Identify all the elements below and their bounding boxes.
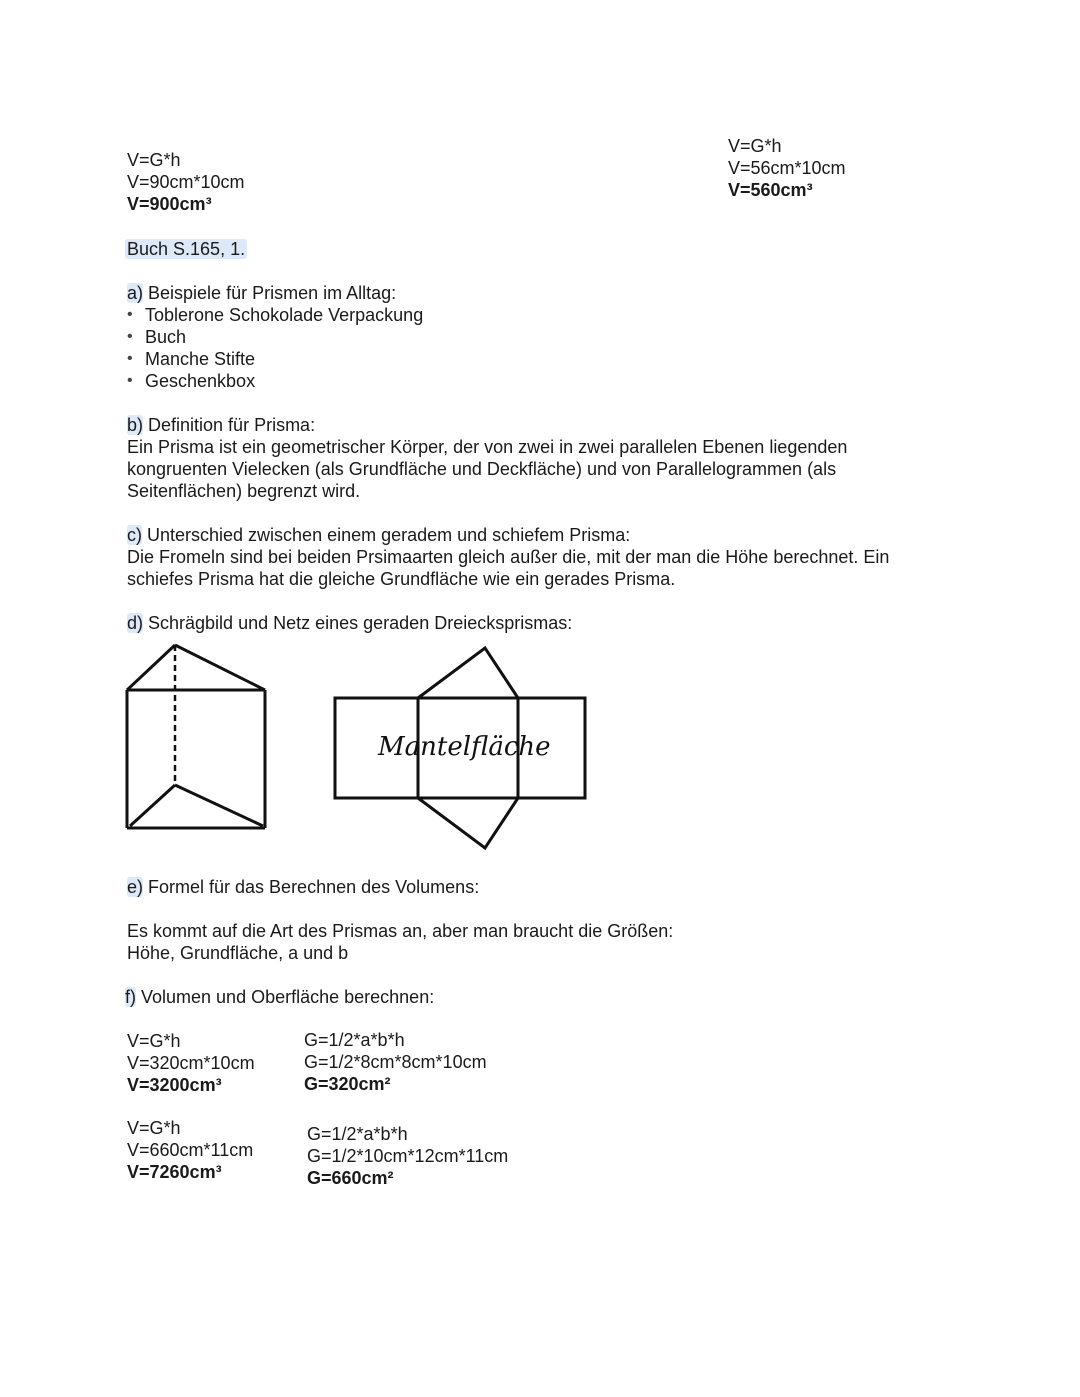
formula-line: V=320cm*10cm xyxy=(127,1053,255,1073)
section-title: Schrägbild und Netz eines geraden Dreiecksprismas: xyxy=(143,613,573,633)
list-item: • Toblerone Schokolade Verpackung xyxy=(127,304,423,326)
section-a-heading xyxy=(127,282,423,304)
section-d-heading xyxy=(127,612,572,634)
list-item: • Buch xyxy=(127,326,423,348)
prism-edge xyxy=(175,785,263,826)
prism-edge xyxy=(127,645,175,690)
section-b xyxy=(127,414,927,502)
section-title: Volumen und Oberfläche berechnen: xyxy=(136,987,435,1007)
book-reference-text: Buch S.165, 1. xyxy=(127,239,246,259)
formula-result: V=3200cm³ xyxy=(127,1075,222,1095)
formula-line: G=1/2*a*b*h xyxy=(304,1030,405,1050)
prism-edge xyxy=(175,645,265,690)
paragraph-line: Höhe, Grundfläche, a und b xyxy=(127,943,349,963)
formula-result: V=900cm³ xyxy=(127,194,212,214)
formula-result: G=320cm² xyxy=(304,1074,391,1094)
formula-line: V=G*h xyxy=(127,1031,181,1051)
paragraph-line: Es kommt auf die Art des Prismas an, aber man braucht die Größen: xyxy=(127,921,674,941)
formula-line: V=G*h xyxy=(127,150,181,170)
prism-edge xyxy=(130,785,175,826)
section-title: Beispiele für Prismen im Alltag: xyxy=(143,283,397,303)
calc-top-left xyxy=(127,149,245,215)
formula-line: V=660cm*11cm xyxy=(127,1140,254,1160)
calc-f-base-1 xyxy=(304,1029,487,1095)
section-a xyxy=(127,282,423,392)
book-reference xyxy=(125,238,247,260)
paragraph-line: Die Fromeln sind bei beiden Prsimaarten gleich außer die, mit der man die Höhe berechnet. Ein xyxy=(127,547,890,567)
section-title: Unterschied zwischen einem geradem und schiefem Prisma: xyxy=(142,525,631,545)
section-letter: d) xyxy=(127,613,144,633)
section-c-heading xyxy=(127,524,927,546)
paragraph-line: Ein Prisma ist ein geometrischer Körper, der von zwei in zwei parallelen Ebenen liegenden xyxy=(127,437,848,457)
section-e-heading xyxy=(127,876,479,898)
paragraph-line: Seitenflächen) begrenzt wird. xyxy=(127,481,361,501)
list-item: • Geschenkbox xyxy=(127,370,423,392)
calc-f-base-2 xyxy=(307,1123,508,1189)
formula-line: G=1/2*10cm*12cm*11cm xyxy=(307,1146,509,1166)
section-letter: a) xyxy=(127,283,144,303)
formula-line: G=1/2*8cm*8cm*10cm xyxy=(304,1052,487,1072)
section-title: Formel für das Berechnen des Volumens: xyxy=(143,877,480,897)
formula-result: V=7260cm³ xyxy=(127,1162,222,1182)
section-c xyxy=(127,524,927,590)
paragraph-line: schiefes Prisma hat die gleiche Grundfläche wie ein gerades Prisma. xyxy=(127,569,676,589)
calc-top-right xyxy=(728,135,846,201)
examples-list xyxy=(127,304,423,392)
section-title: Definition für Prisma: xyxy=(143,415,316,435)
list-item: • Manche Stifte xyxy=(127,348,423,370)
formula-line: V=G*h xyxy=(728,136,782,156)
net-handwritten-label: Mantelfläche xyxy=(378,732,551,762)
section-b-heading xyxy=(127,414,927,436)
section-letter: f) xyxy=(125,987,136,1007)
formula-line: V=G*h xyxy=(127,1118,181,1138)
section-e-body xyxy=(127,920,673,964)
calc-f-volume-1 xyxy=(127,1030,255,1096)
formula-line: V=90cm*10cm xyxy=(127,172,245,192)
paragraph-line: kongruenten Vielecken (als Grundfläche und Deckfläche) und von Parallelogrammen (als xyxy=(127,459,837,479)
formula-line: G=1/2*a*b*h xyxy=(307,1124,408,1144)
formula-result: G=660cm² xyxy=(307,1168,394,1188)
section-f-heading xyxy=(125,986,434,1008)
net-bottom-triangle xyxy=(418,798,518,848)
formula-result: V=560cm³ xyxy=(728,180,813,200)
prism-oblique-drawing xyxy=(120,640,275,835)
formula-line: V=56cm*10cm xyxy=(728,158,846,178)
section-letter: c) xyxy=(127,525,142,545)
net-top-triangle xyxy=(418,648,518,698)
calc-f-volume-2 xyxy=(127,1117,253,1183)
section-letter: b) xyxy=(127,415,144,435)
section-letter: e) xyxy=(127,877,144,897)
